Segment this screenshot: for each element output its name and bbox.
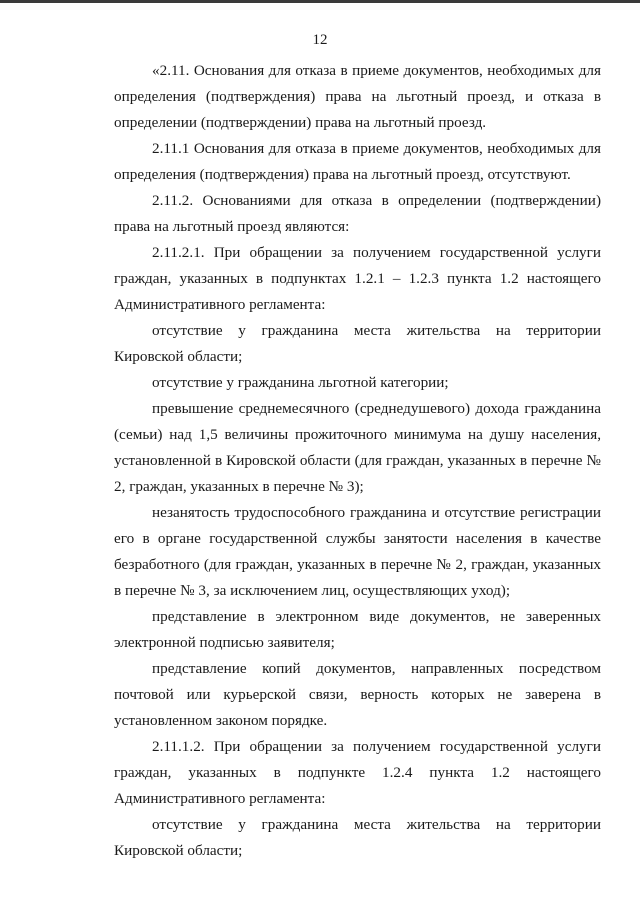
list-item-income: превышение среднемесячного (среднедушевого) дохода гражданина (семьи) над 1,5 величины прожиточного минимума на душу населения, установленной в Кировской области (для граждан, указанных в перечне № 2, граждан, указанных в перечне № 3); — [114, 400, 601, 495]
list-item-category: отсутствие у гражданина льготной категории; — [152, 374, 449, 391]
paragraph-2-11-1-2: 2.11.1.2. При обращении за получением государственной услуги граждан, указанных в подпункте 1.2.4 пункта 1.2 настоящего Административного регламента: — [114, 738, 601, 807]
page-number: 12 — [312, 32, 328, 48]
list-item-postal-copies: представление копий документов, направленных посредством почтовой или курьерской связи, верность которых не заверена в установленном законом порядке. — [114, 660, 601, 729]
list-item-residence-2: отсутствие у гражданина места жительства на территории Кировской области; — [114, 816, 601, 859]
page-top-border — [0, 0, 640, 3]
paragraph-2-11-2: 2.11.2. Основаниями для отказа в определении (подтверждении) права на льготный проезд являются: — [114, 192, 601, 235]
document-body — [114, 58, 601, 864]
paragraph-2-11-1: 2.11.1 Основания для отказа в приеме документов, необходимых для определения (подтверждения) права на льготный проезд, отсутствуют. — [114, 140, 601, 183]
list-item-unemployment: незанятость трудоспособного гражданина и отсутствие регистрации его в органе государственной службы занятости населения в качестве безработного (для граждан, указанных в перечне № 2, граждан, указанных в перечне № 3, за исключением лиц, осуществляющих уход); — [114, 504, 601, 599]
list-item-residence: отсутствие у гражданина места жительства на территории Кировской области; — [114, 322, 601, 365]
list-item-electronic-signature: представление в электронном виде документов, не заверенных электронной подписью заявителя; — [114, 608, 601, 651]
paragraph-2-11: «2.11. Основания для отказа в приеме документов, необходимых для определения (подтверждения) права на льготный проезд, и отказа в определении (подтверждении) права на льготный проезд. — [114, 62, 601, 131]
paragraph-2-11-2-1: 2.11.2.1. При обращении за получением государственной услуги граждан, указанных в подпунктах 1.2.1 – 1.2.3 пункта 1.2 настоящего Административного регламента: — [114, 244, 601, 313]
